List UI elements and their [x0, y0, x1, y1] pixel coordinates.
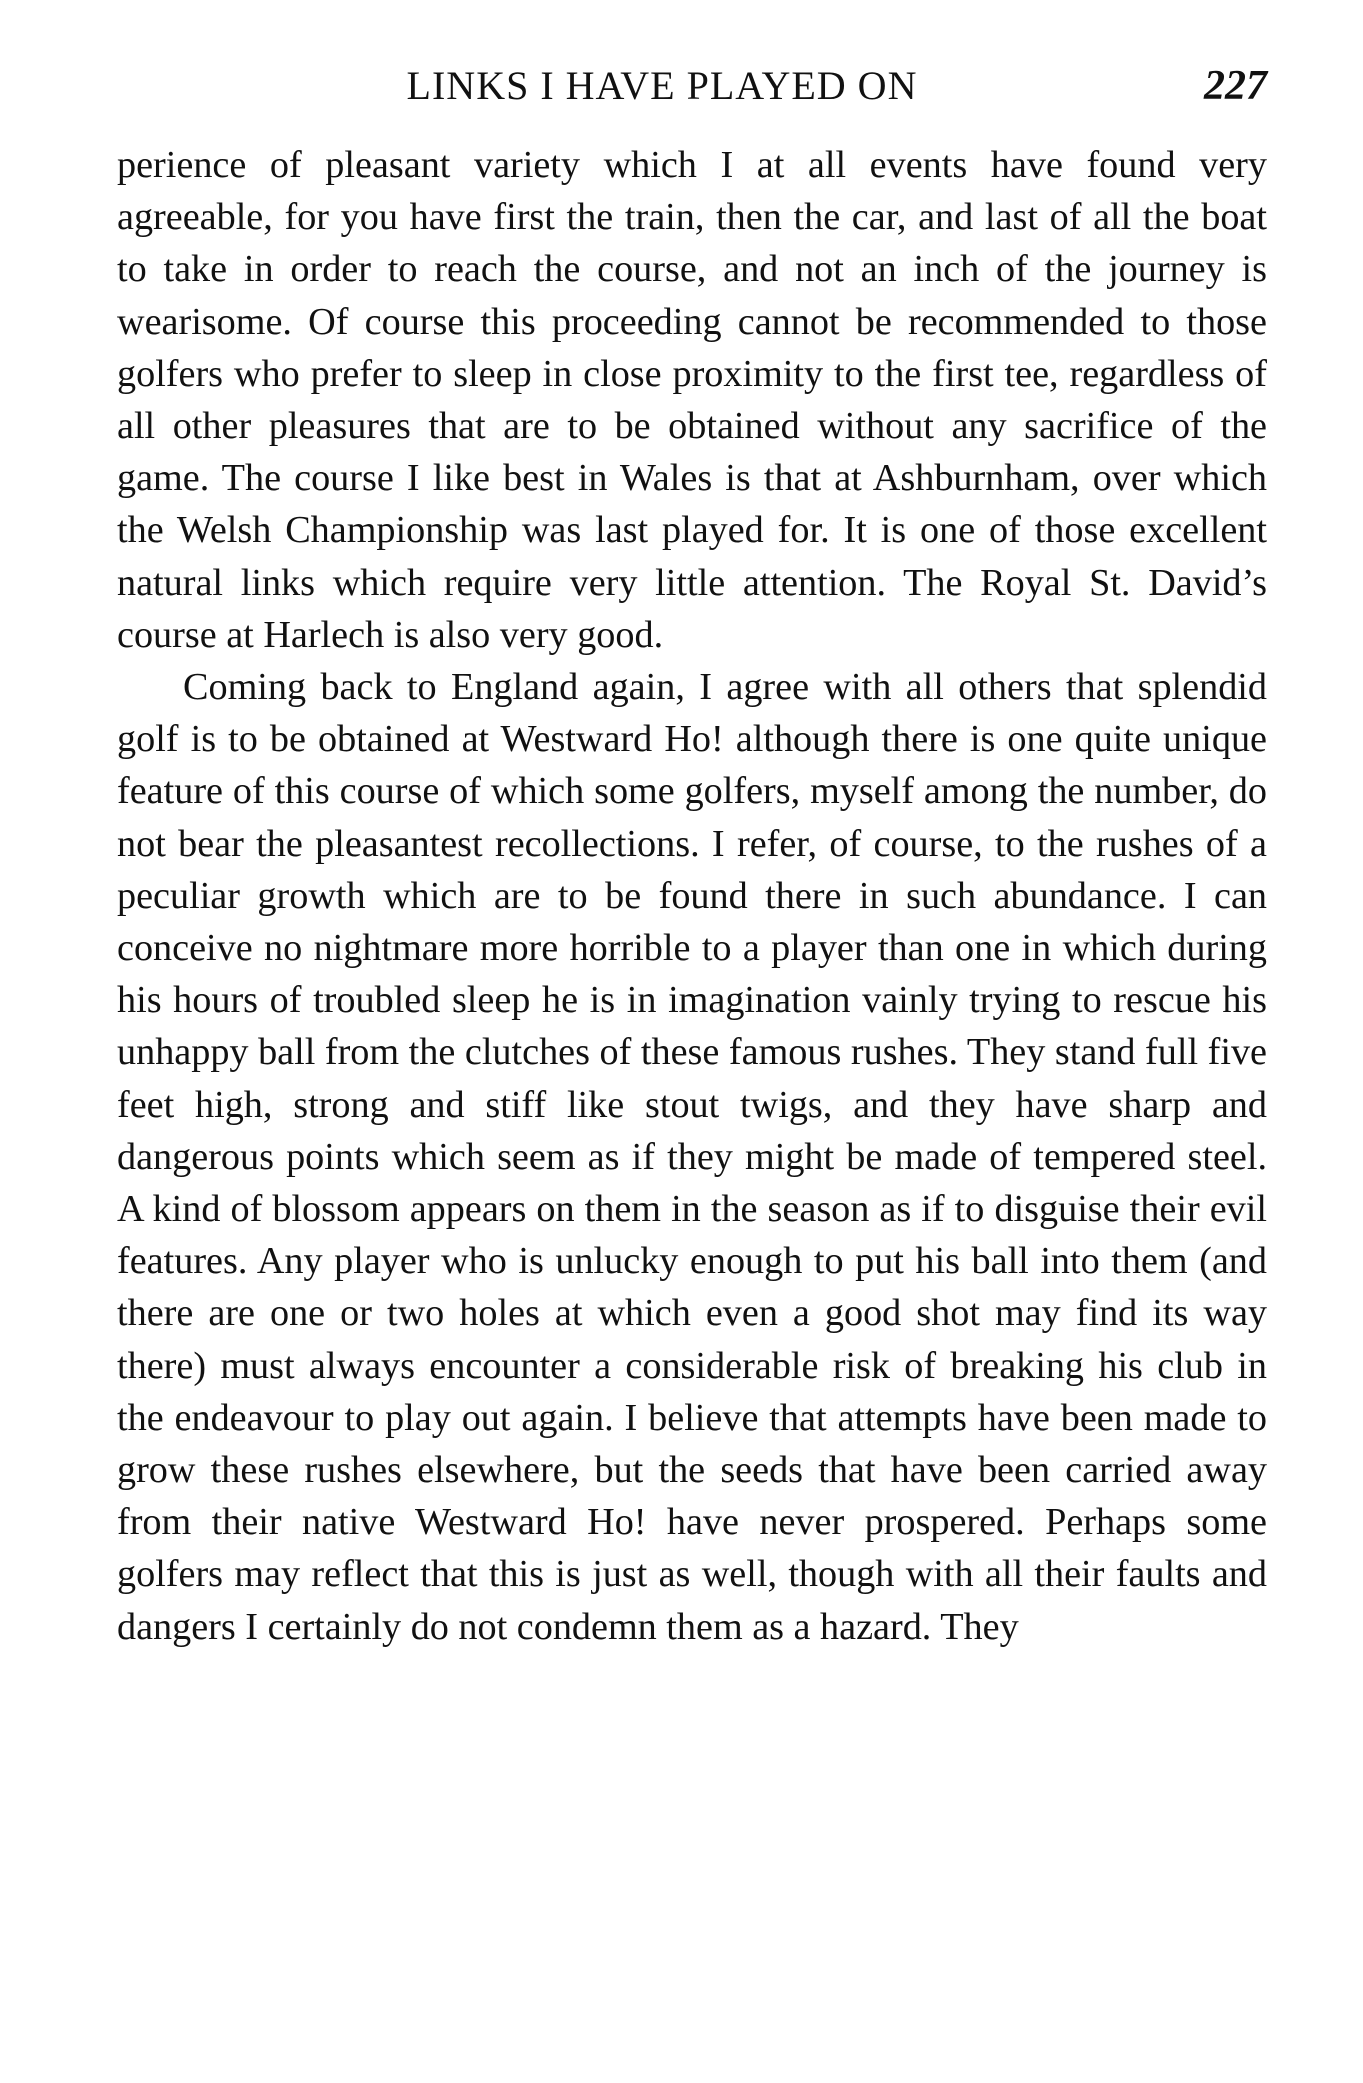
paragraph-continued: perience of pleasant variety which I at all events have found very agreeable, for you have first the train, then the car, and last of all the boat to take in order to reach the course, and not an inch of the journey is wearisome. Of course this proceeding cannot be recommended to those golfers who prefer to sleep in close proximity to the first tee, regardless of all other pleasures that are to be obtained without any sacrifice of the game. The course I like best in Wales is that at Ashburnham, over which the Welsh Championship was last played for. It is one of those excellent natural links which require very little attention. The Royal St. David’s course at Harlech is also very good.: [117, 144, 1267, 656]
page-number: 227: [1204, 63, 1267, 109]
body-text: [117, 139, 1267, 1653]
running-title: LINKS I HAVE PLAYED ON: [406, 63, 918, 108]
running-head: [117, 62, 1267, 122]
paragraph-westward-ho: Coming back to England again, I agree with all others that splendid golf is to be obtained at Westward Ho! although there is one quite unique feature of this course of which some golfers, myself among the number, do not bear the pleasantest recollections. I refer, of course, to the rushes of a peculiar growth which are to be found there in such abundance. I can conceive no nightmare more horrible to a player than one in which during his hours of troubled sleep he is in imagination vainly trying to rescue his unhappy ball from the clutches of these famous rushes. They stand full five feet high, strong and stiff like stout twigs, and they have sharp and dangerous points which seem as if they might be made of tempered steel. A kind of blossom appears on them in the season as if to disguise their evil features. Any player who is unlucky enough to put his ball into them (and there are one or two holes at which even a good shot may find its way there) must always encounter a considerable risk of breaking his club in the endeavour to play out again. I believe that attempts have been made to grow these rushes elsewhere, but the seeds that have been carried away from their native Westward Ho! have never prospered. Perhaps some golfers may reflect that this is just as well, though with all their faults and dangers I certainly do not condemn them as a hazard. They: [117, 666, 1267, 1648]
